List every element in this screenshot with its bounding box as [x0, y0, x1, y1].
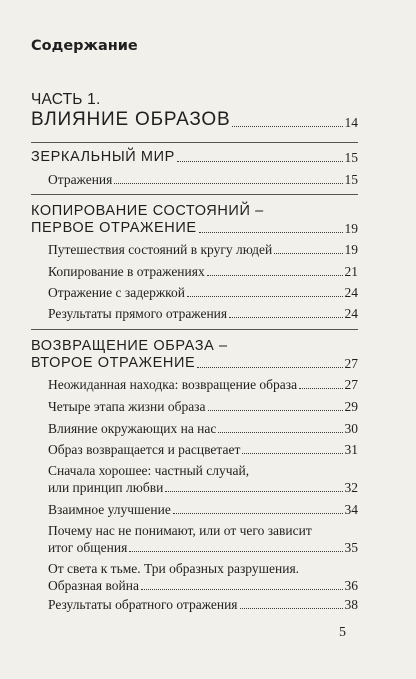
entry-title-cont: итог общения: [48, 540, 128, 555]
section-heading: [31, 149, 358, 166]
toc-entry: [48, 263, 358, 280]
page-ref: 38: [344, 597, 358, 612]
entry-title: Влияние окружающих на нас: [48, 421, 217, 436]
page-ref: 29: [344, 399, 358, 414]
page-ref: 24: [344, 306, 358, 321]
leader-dots: [129, 551, 342, 552]
section-title: ВОЗВРАЩЕНИЕ ОБРАЗА –: [31, 338, 228, 354]
part-1-label: ЧАСТЬ 1.: [31, 91, 101, 108]
section-heading: [31, 338, 358, 372]
page-ref: 15: [344, 172, 358, 187]
leader-dots: [218, 432, 342, 433]
page-ref: 24: [344, 285, 358, 300]
page-ref: 27: [344, 377, 358, 392]
section-divider: [31, 142, 358, 143]
page-ref: 31: [344, 442, 358, 457]
toc-entry: [48, 420, 358, 437]
entry-title: Отражение с задержкой: [48, 285, 185, 300]
toc-entry: [48, 284, 358, 301]
leader-dots: [173, 513, 343, 514]
toc-entry: [48, 441, 358, 458]
entry-title: Результаты прямого отражения: [48, 306, 228, 321]
section-title-cont: ВТОРОЕ ОТРАЖЕНИЕ: [31, 355, 196, 371]
toc-entry: [48, 241, 358, 258]
section-divider: [31, 194, 358, 195]
toc-entry: [48, 171, 358, 188]
leader-dots: [165, 491, 342, 492]
page-ref: 19: [344, 221, 358, 236]
section-title: ЗЕРКАЛЬНЫЙ МИР: [31, 149, 175, 165]
entry-title: Неожиданная находка: возвращение образа: [48, 377, 298, 392]
section-title: КОПИРОВАНИЕ СОСТОЯНИЙ –: [31, 203, 264, 219]
page-ref: 27: [344, 356, 358, 371]
page-ref: 34: [344, 502, 358, 517]
entry-title: Четыре этапа жизни образа: [48, 399, 206, 414]
toc-entry: [48, 463, 358, 496]
entry-title-cont: Образная война: [48, 578, 139, 593]
page-ref: 19: [344, 242, 358, 257]
leader-dots: [242, 453, 342, 454]
leader-dots: [274, 253, 342, 254]
toc-entry: [48, 305, 358, 322]
part-1-title: ВЛИЯНИЕ ОБРАЗОВ: [31, 109, 231, 130]
leader-dots: [299, 388, 342, 389]
toc-entry: [48, 596, 358, 613]
entry-title-cont: или принцип любви: [48, 480, 164, 495]
leader-dots: [177, 161, 343, 162]
toc-entry: [48, 398, 358, 415]
leader-dots: [232, 126, 342, 127]
leader-dots: [207, 275, 343, 276]
entry-title: Отражения: [48, 172, 113, 187]
toc-entry: [48, 501, 358, 518]
entry-title: Почему нас не понимают, или от чего зависит: [48, 523, 312, 538]
section-title-cont: ПЕРВОЕ ОТРАЖЕНИЕ: [31, 220, 197, 236]
leader-dots: [240, 608, 343, 609]
entry-title: От света к тьме. Три образных разрушения.: [48, 561, 300, 576]
entry-title: Копирование в отражениях: [48, 264, 205, 279]
entry-title: Взаимное улучшение: [48, 502, 171, 517]
toc-heading: Содержание: [31, 38, 138, 54]
page-ref: 14: [344, 115, 358, 130]
entry-title: Образ возвращается и расцветает: [48, 442, 241, 457]
leader-dots: [197, 367, 342, 368]
page-ref: 21: [344, 264, 358, 279]
leader-dots: [141, 589, 343, 590]
entry-title: Путешествия состояний в кругу людей: [48, 242, 273, 257]
toc-entry: [48, 523, 358, 556]
leader-dots: [208, 410, 343, 411]
entry-title: Результаты обратного отражения: [48, 597, 238, 612]
leader-dots: [187, 296, 343, 297]
section-divider: [31, 329, 358, 330]
page-ref: 32: [344, 480, 358, 495]
leader-dots: [114, 183, 342, 184]
toc-entry: [48, 561, 358, 594]
leader-dots: [229, 317, 342, 318]
entry-title: Сначала хорошее: частный случай,: [48, 463, 250, 478]
toc-entry: [48, 376, 358, 393]
part-1-heading: [31, 91, 358, 131]
page-ref: 35: [344, 540, 358, 555]
leader-dots: [199, 232, 343, 233]
page-ref: 30: [344, 421, 358, 436]
page-ref: 15: [344, 150, 358, 165]
page-ref: 36: [344, 578, 358, 593]
page-number: 5: [339, 625, 346, 640]
section-heading: [31, 203, 358, 237]
